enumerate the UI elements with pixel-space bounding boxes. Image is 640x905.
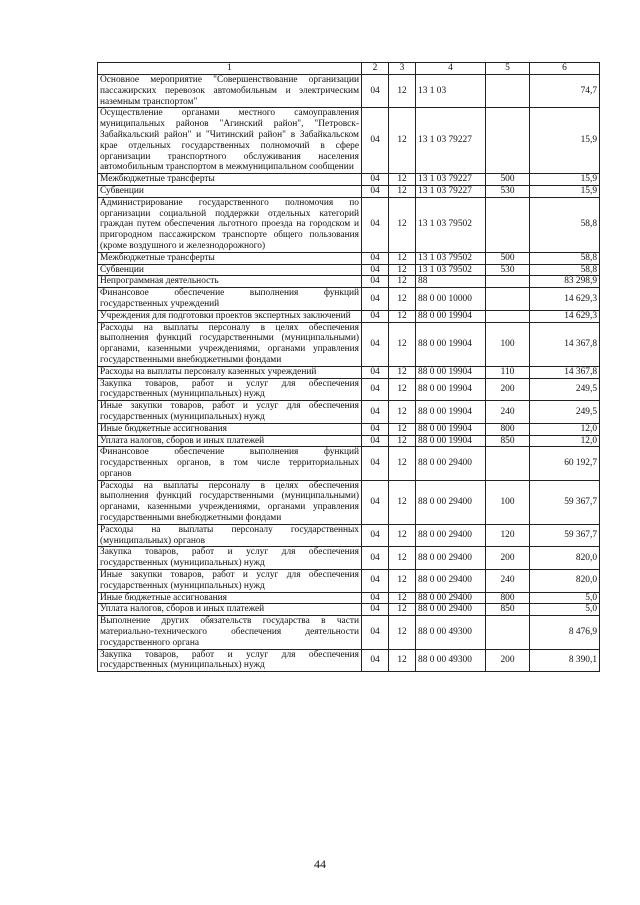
row-c5-cell: 200 [486,547,530,570]
table-body [98,75,600,672]
row-c6-cell: 820,0 [530,547,600,570]
table-row [98,378,600,401]
row-c6-cell: 5,0 [530,592,600,604]
table-row [98,310,600,322]
row-c2-cell: 04 [362,480,389,524]
table-row [98,197,600,252]
row-c4-cell: 13 1 03 [416,75,486,108]
row-c4-cell: 88 0 00 49300 [416,616,486,649]
row-c3-cell: 12 [389,649,416,672]
row-c4-cell: 13 1 03 79502 [416,197,486,252]
table-row [98,524,600,547]
table-row [98,423,600,435]
row-c4-cell: 88 0 00 29400 [416,604,486,616]
row-c4-cell: 88 0 00 10000 [416,288,486,311]
row-c5-cell: 100 [486,480,530,524]
row-c3-cell: 12 [389,322,416,366]
table-row [98,366,600,378]
row-c2-cell: 04 [362,366,389,378]
table-row [98,570,600,593]
table-row [98,108,600,174]
table-row [98,401,600,424]
row-c5-cell: 500 [486,252,530,264]
row-c4-cell: 88 [416,276,486,288]
row-c4-cell: 13 1 03 79227 [416,174,486,186]
row-c4-cell: 88 0 00 29400 [416,570,486,593]
row-c4-cell: 88 0 00 19904 [416,322,486,366]
row-name-cell: Финансовое обеспечение выполнения функций государственных органов, в том числе территориальных органов [98,447,362,480]
row-c2-cell: 04 [362,435,389,447]
row-c2-cell: 04 [362,252,389,264]
row-c3-cell: 12 [389,604,416,616]
row-c2-cell: 04 [362,174,389,186]
row-c6-cell: 14 367,8 [530,322,600,366]
row-name-cell: Уплата налогов, сборов и иных платежей [98,604,362,616]
row-c5-cell [486,447,530,480]
row-c2-cell: 04 [362,197,389,252]
row-c2-cell: 04 [362,310,389,322]
row-c2-cell: 04 [362,592,389,604]
row-name-cell: Основное мероприятие "Совершенствование организации пассажирских перевозок автомобильным и электрическим наземным транспортом" [98,75,362,108]
row-c3-cell: 12 [389,447,416,480]
row-c5-cell: 800 [486,423,530,435]
row-c2-cell: 04 [362,401,389,424]
row-c4-cell: 88 0 00 49300 [416,649,486,672]
row-name-cell: Иные закупки товаров, работ и услуг для обеспечения государственных (муниципальных) нужд [98,570,362,593]
row-c5-cell: 530 [486,185,530,197]
row-c3-cell: 12 [389,252,416,264]
row-c4-cell: 13 1 03 79227 [416,185,486,197]
row-c2-cell: 04 [362,570,389,593]
table-row [98,264,600,276]
row-c6-cell: 83 298,9 [530,276,600,288]
table-row [98,649,600,672]
row-c6-cell: 59 367,7 [530,524,600,547]
row-c5-cell: 850 [486,604,530,616]
row-c3-cell: 12 [389,524,416,547]
row-c2-cell: 04 [362,447,389,480]
row-c3-cell: 12 [389,108,416,174]
row-c3-cell: 12 [389,547,416,570]
row-c4-cell: 88 0 00 29400 [416,592,486,604]
row-c6-cell: 74,7 [530,75,600,108]
budget-table [97,62,600,672]
row-c2-cell: 04 [362,75,389,108]
row-c5-cell [486,197,530,252]
row-c6-cell: 12,0 [530,435,600,447]
header-row [98,63,600,75]
row-c6-cell: 58,8 [530,252,600,264]
row-c5-cell [486,108,530,174]
row-c3-cell: 12 [389,288,416,311]
table-row [98,547,600,570]
row-c4-cell: 88 0 00 19904 [416,401,486,424]
header-cell: 3 [389,63,416,75]
row-c5-cell: 120 [486,524,530,547]
row-c4-cell: 88 0 00 19904 [416,366,486,378]
table-row [98,604,600,616]
row-c3-cell: 12 [389,616,416,649]
row-c3-cell: 12 [389,366,416,378]
row-c5-cell: 500 [486,174,530,186]
row-c2-cell: 04 [362,604,389,616]
row-name-cell: Уплата налогов, сборов и иных платежей [98,435,362,447]
row-c6-cell: 12,0 [530,423,600,435]
row-c3-cell: 12 [389,401,416,424]
row-name-cell: Закупка товаров, работ и услуг для обеспечения государственных (муниципальных) нужд [98,378,362,401]
row-c2-cell: 04 [362,276,389,288]
row-c6-cell: 58,8 [530,264,600,276]
row-name-cell: Расходы на выплаты персоналу казенных учреждений [98,366,362,378]
row-c4-cell: 13 1 03 79502 [416,264,486,276]
row-c6-cell: 14 367,8 [530,366,600,378]
table-row [98,75,600,108]
table-row [98,616,600,649]
row-c2-cell: 04 [362,524,389,547]
row-c3-cell: 12 [389,480,416,524]
row-name-cell: Финансовое обеспечение выполнения функций государственных учреждений [98,288,362,311]
row-name-cell: Субвенции [98,264,362,276]
row-c5-cell: 240 [486,570,530,593]
row-c6-cell: 58,8 [530,197,600,252]
table-row [98,288,600,311]
row-c2-cell: 04 [362,649,389,672]
row-c5-cell: 800 [486,592,530,604]
row-name-cell: Закупка товаров, работ и услуг для обеспечения государственных (муниципальных) нужд [98,547,362,570]
row-c2-cell: 04 [362,322,389,366]
row-c6-cell: 15,9 [530,108,600,174]
row-c6-cell: 5,0 [530,604,600,616]
row-c2-cell: 04 [362,616,389,649]
row-c6-cell: 60 192,7 [530,447,600,480]
row-name-cell: Межбюджетные трансферты [98,252,362,264]
table-row [98,322,600,366]
header-cell: 2 [362,63,389,75]
row-c5-cell: 240 [486,401,530,424]
header-cell: 5 [486,63,530,75]
row-c5-cell: 200 [486,649,530,672]
row-c6-cell: 14 629,3 [530,288,600,311]
row-c6-cell: 15,9 [530,185,600,197]
row-c4-cell: 88 0 00 19904 [416,435,486,447]
row-c3-cell: 12 [389,75,416,108]
row-c5-cell: 110 [486,366,530,378]
row-c4-cell: 88 0 00 19904 [416,423,486,435]
row-name-cell: Непрограммная деятельность [98,276,362,288]
table-row [98,276,600,288]
row-name-cell: Межбюджетные трансферты [98,174,362,186]
table-row [98,592,600,604]
row-c5-cell: 530 [486,264,530,276]
table-row [98,174,600,186]
table-row [98,480,600,524]
row-c4-cell: 13 1 03 79227 [416,108,486,174]
row-name-cell: Закупка товаров, работ и услуг для обеспечения государственных (муниципальных) нужд [98,649,362,672]
row-name-cell: Иные бюджетные ассигнования [98,592,362,604]
row-c3-cell: 12 [389,423,416,435]
row-name-cell: Иные закупки товаров, работ и услуг для обеспечения государственных (муниципальных) нужд [98,401,362,424]
row-c2-cell: 04 [362,185,389,197]
table-row [98,435,600,447]
row-c2-cell: 04 [362,423,389,435]
row-c6-cell: 59 367,7 [530,480,600,524]
row-name-cell: Учреждения для подготовки проектов экспертных заключений [98,310,362,322]
row-c4-cell: 88 0 00 29400 [416,547,486,570]
row-c3-cell: 12 [389,197,416,252]
row-c3-cell: 12 [389,185,416,197]
row-name-cell: Расходы на выплаты персоналу в целях обеспечения выполнения функций государственными (муниципальными) органами, казенными учреждениями, органами управления государственными внебюджетными фондами [98,322,362,366]
row-c6-cell: 8 476,9 [530,616,600,649]
row-c3-cell: 12 [389,174,416,186]
row-name-cell: Администрирование государственного полномочия по организации социальной поддержки отдельных категорий граждан путем обеспечения льготного проезда на городском и пригородном пассажирском транспорте общего пользования (кроме воздушного и железнодорожного) [98,197,362,252]
row-c4-cell: 88 0 00 29400 [416,447,486,480]
row-name-cell: Расходы на выплаты персоналу в целях обеспечения выполнения функций государственными (муниципальными) органами, казенными учреждениями, органами управления государственными внебюджетными фондами [98,480,362,524]
header-cell: 1 [98,63,362,75]
row-c4-cell: 88 0 00 19904 [416,378,486,401]
row-c6-cell: 8 390,1 [530,649,600,672]
table-row [98,447,600,480]
row-c3-cell: 12 [389,435,416,447]
header-cell: 4 [416,63,486,75]
table-row [98,185,600,197]
row-c3-cell: 12 [389,310,416,322]
row-c5-cell [486,616,530,649]
page-number: 44 [314,857,326,871]
row-c4-cell: 88 0 00 19904 [416,310,486,322]
row-c6-cell: 15,9 [530,174,600,186]
row-c3-cell: 12 [389,592,416,604]
row-c5-cell [486,75,530,108]
row-c3-cell: 12 [389,570,416,593]
row-c6-cell: 249,5 [530,378,600,401]
row-name-cell: Иные бюджетные ассигнования [98,423,362,435]
row-c2-cell: 04 [362,264,389,276]
row-c5-cell [486,310,530,322]
row-c5-cell [486,276,530,288]
row-c5-cell: 850 [486,435,530,447]
row-c5-cell: 100 [486,322,530,366]
row-c5-cell [486,288,530,311]
row-c3-cell: 12 [389,264,416,276]
row-c4-cell: 13 1 03 79502 [416,252,486,264]
row-c2-cell: 04 [362,547,389,570]
row-c3-cell: 12 [389,276,416,288]
row-c4-cell: 88 0 00 29400 [416,480,486,524]
row-c6-cell: 14 629,3 [530,310,600,322]
row-c6-cell: 249,5 [530,401,600,424]
row-name-cell: Расходы на выплаты персоналу государственных (муниципальных) органов [98,524,362,547]
row-name-cell: Осуществление органами местного самоуправления муниципальных районов "Агинский район", "Петровск-Забайкальский район" и "Читинский район" в Забайкальском крае отдельных государственных полномочий в сфере организации транспортного обслуживания населения автомобильным транспортом в межмуниципальном сообщении [98,108,362,174]
row-c6-cell: 820,0 [530,570,600,593]
header-cell: 6 [530,63,600,75]
row-c2-cell: 04 [362,288,389,311]
table-row [98,252,600,264]
row-c2-cell: 04 [362,108,389,174]
row-name-cell: Выполнение других обязательств государства в части материально-технического обеспечения деятельности государственного органа [98,616,362,649]
row-c3-cell: 12 [389,378,416,401]
row-name-cell: Субвенции [98,185,362,197]
row-c2-cell: 04 [362,378,389,401]
row-c5-cell: 200 [486,378,530,401]
row-c4-cell: 88 0 00 29400 [416,524,486,547]
